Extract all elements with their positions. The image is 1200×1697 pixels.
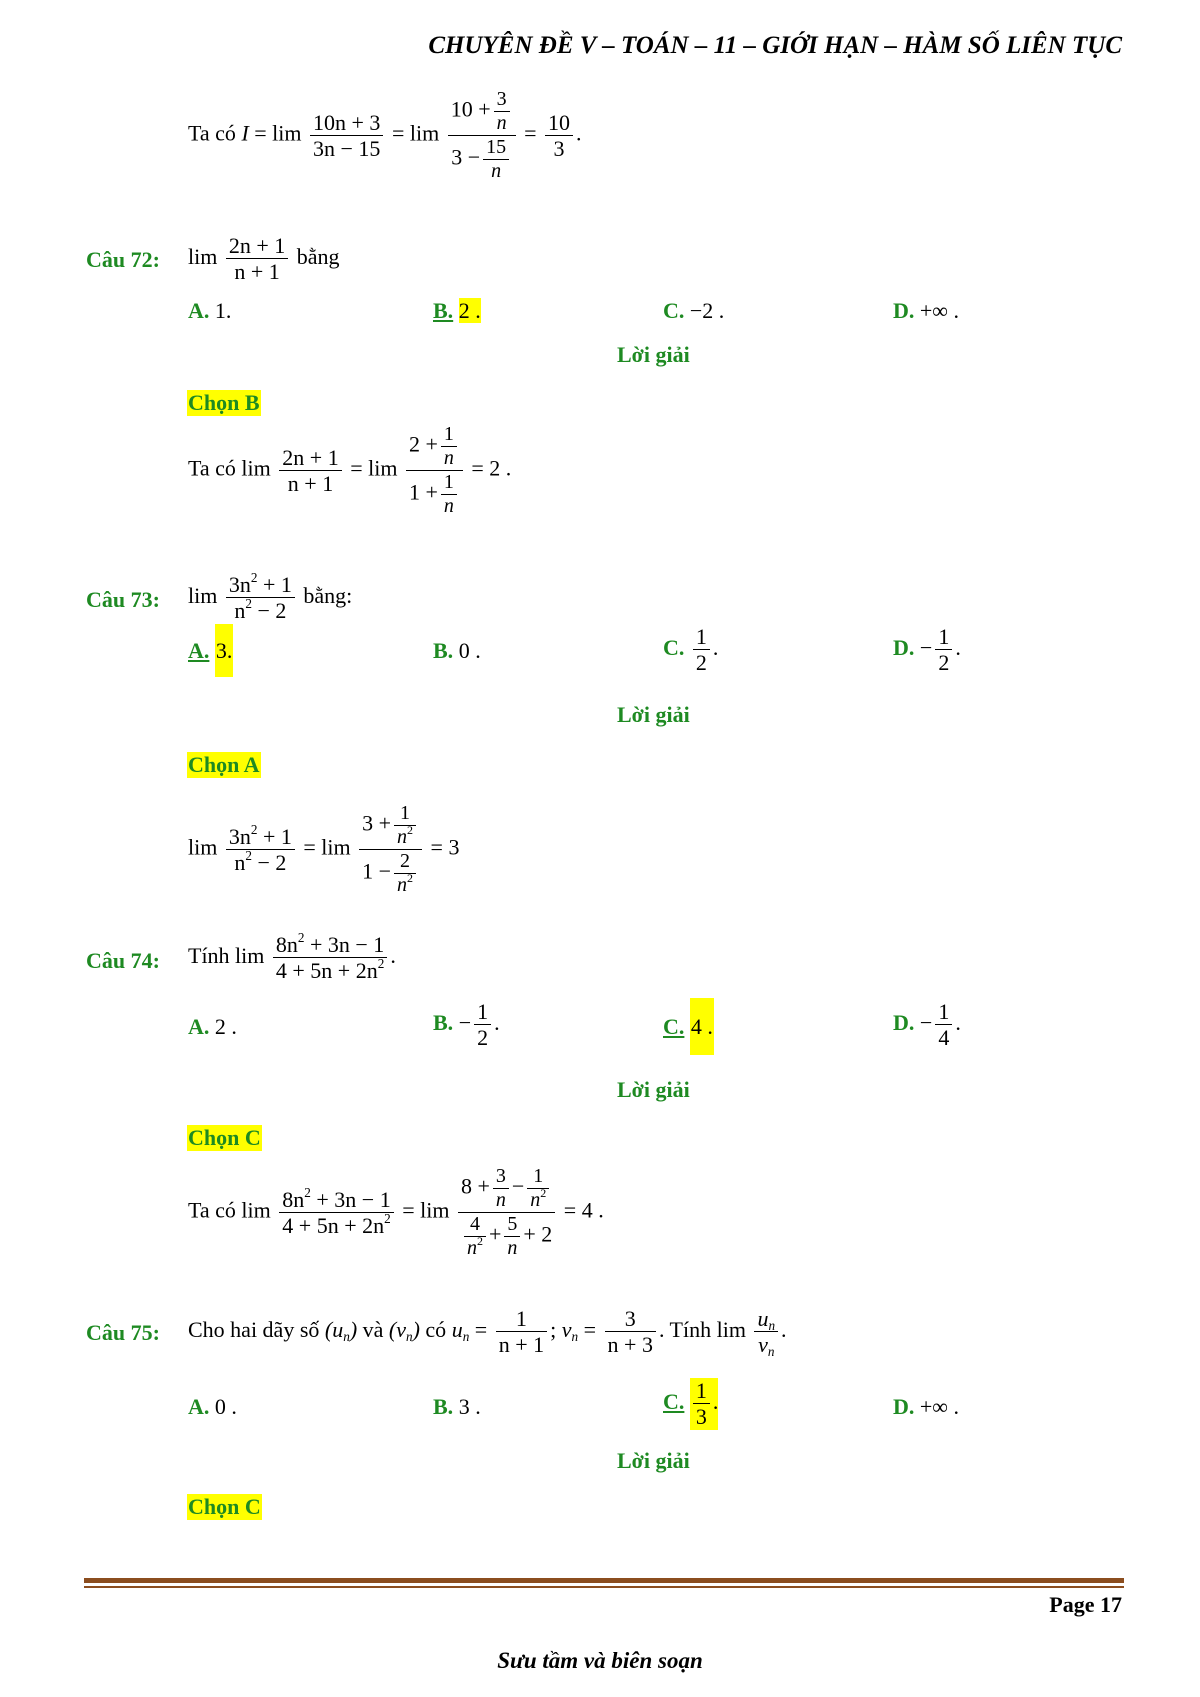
question-74-text: Tính lim $\frac{8n^2 + 3n - 1}{4 + 5n + 2n^2}$ . bbox=[188, 930, 396, 984]
page-header-title: CHUYÊN ĐỀ V – TOÁN – 11 – GIỚI HẠN – HÀM SỐ LIÊN TỤC bbox=[428, 32, 1122, 59]
q75-option-d[interactable]: D. +∞ . bbox=[893, 1394, 959, 1419]
q73-option-d[interactable]: D. − $\frac{1}{2}$ . bbox=[893, 624, 961, 676]
q75-choice: Chọn C bbox=[188, 1494, 261, 1519]
footer-credit: Sưu tầm và biên soạn bbox=[497, 1648, 703, 1673]
q73-option-b[interactable]: B. 0 . bbox=[433, 638, 481, 663]
footer-rule-thick bbox=[84, 1578, 1124, 1583]
question-74-label: Câu 74: bbox=[86, 948, 160, 973]
q74-solution-heading: Lời giải bbox=[617, 1077, 690, 1102]
q72-option-b[interactable]: B. 2 . bbox=[433, 298, 481, 323]
question-73-text: lim $\frac{3n^2 + 1}{n^2 - 2}$ bằng: bbox=[188, 570, 353, 624]
q74-solution-equation: Ta có lim $\frac{8n^2 + 3n - 1}{4 + 5n + 2n^2}$ = lim 8 + $\frac{3}{n}$ − $\frac{1}{n^2}$ $\frac{4}{n^2}$ + $\frac{5}{n}$ + 2 = 4 . bbox=[188, 1165, 604, 1259]
q72-solution-heading: Lời giải bbox=[617, 342, 690, 367]
q73-solution-heading: Lời giải bbox=[617, 702, 690, 727]
q72-option-a[interactable]: A. 1. bbox=[188, 298, 232, 323]
q75-solution-heading: Lời giải bbox=[617, 1448, 690, 1473]
q74-choice: Chọn C bbox=[188, 1125, 261, 1150]
q74-option-a[interactable]: A. 2 . bbox=[188, 1014, 237, 1039]
q73-solution-equation: lim $\frac{3n^2 + 1}{n^2 - 2}$ = lim 3 + $\frac{1}{n^2}$ 1 − $\frac{2}{n^2}$ = 3 bbox=[188, 802, 460, 896]
question-72-text: lim $\frac{2n + 1}{n + 1}$ bằng bbox=[188, 233, 340, 285]
question-72-label: Câu 72: bbox=[86, 247, 160, 272]
q72-option-c[interactable]: C. −2 . bbox=[663, 298, 725, 323]
q72-choice: Chọn B bbox=[188, 390, 260, 415]
question-75-text: Cho hai dãy số $(u_n)$ và $(v_n)$ có $u_n$ = $\frac{1}{n + 1}$ ; $v_n$ = $\frac{3}{n + 3}$ . Tính lim $\frac{u_n}{v_n}$ . bbox=[188, 1306, 787, 1360]
q72-solution-equation: Ta có lim $\frac{2n + 1}{n + 1}$ = lim 2 + $\frac{1}{n}$ 1 + $\frac{1}{n}$ = 2 . bbox=[188, 423, 512, 517]
q75-option-a[interactable]: A. 0 . bbox=[188, 1394, 237, 1419]
q73-choice: Chọn A bbox=[188, 752, 260, 777]
q74-option-d[interactable]: D. − $\frac{1}{4}$ . bbox=[893, 999, 961, 1051]
q73-option-a[interactable]: A. 3. bbox=[188, 638, 233, 664]
intro-equation: Ta có I = lim $\frac{10n + 3}{3n - 15}$ = lim 10 + $\frac{3}{n}$ 3 − $\frac{15}{n}$ = $\frac{10}{3}$ . bbox=[188, 88, 582, 182]
question-75-label: Câu 75: bbox=[86, 1320, 160, 1345]
q74-option-b[interactable]: B. − $\frac{1}{2}$ . bbox=[433, 999, 500, 1051]
q75-option-b[interactable]: B. 3 . bbox=[433, 1394, 481, 1419]
page-number: Page 17 bbox=[1049, 1592, 1122, 1617]
question-73-label: Câu 73: bbox=[86, 587, 160, 612]
q72-option-d[interactable]: D. +∞ . bbox=[893, 298, 959, 323]
q73-option-c[interactable]: C. $\frac{1}{2}$ . bbox=[663, 624, 719, 676]
q75-option-c[interactable]: C. $\frac{1}{3}$ . bbox=[663, 1378, 719, 1430]
q74-option-c[interactable]: C. 4 . bbox=[663, 1014, 714, 1040]
footer-rule-thin bbox=[84, 1586, 1124, 1588]
